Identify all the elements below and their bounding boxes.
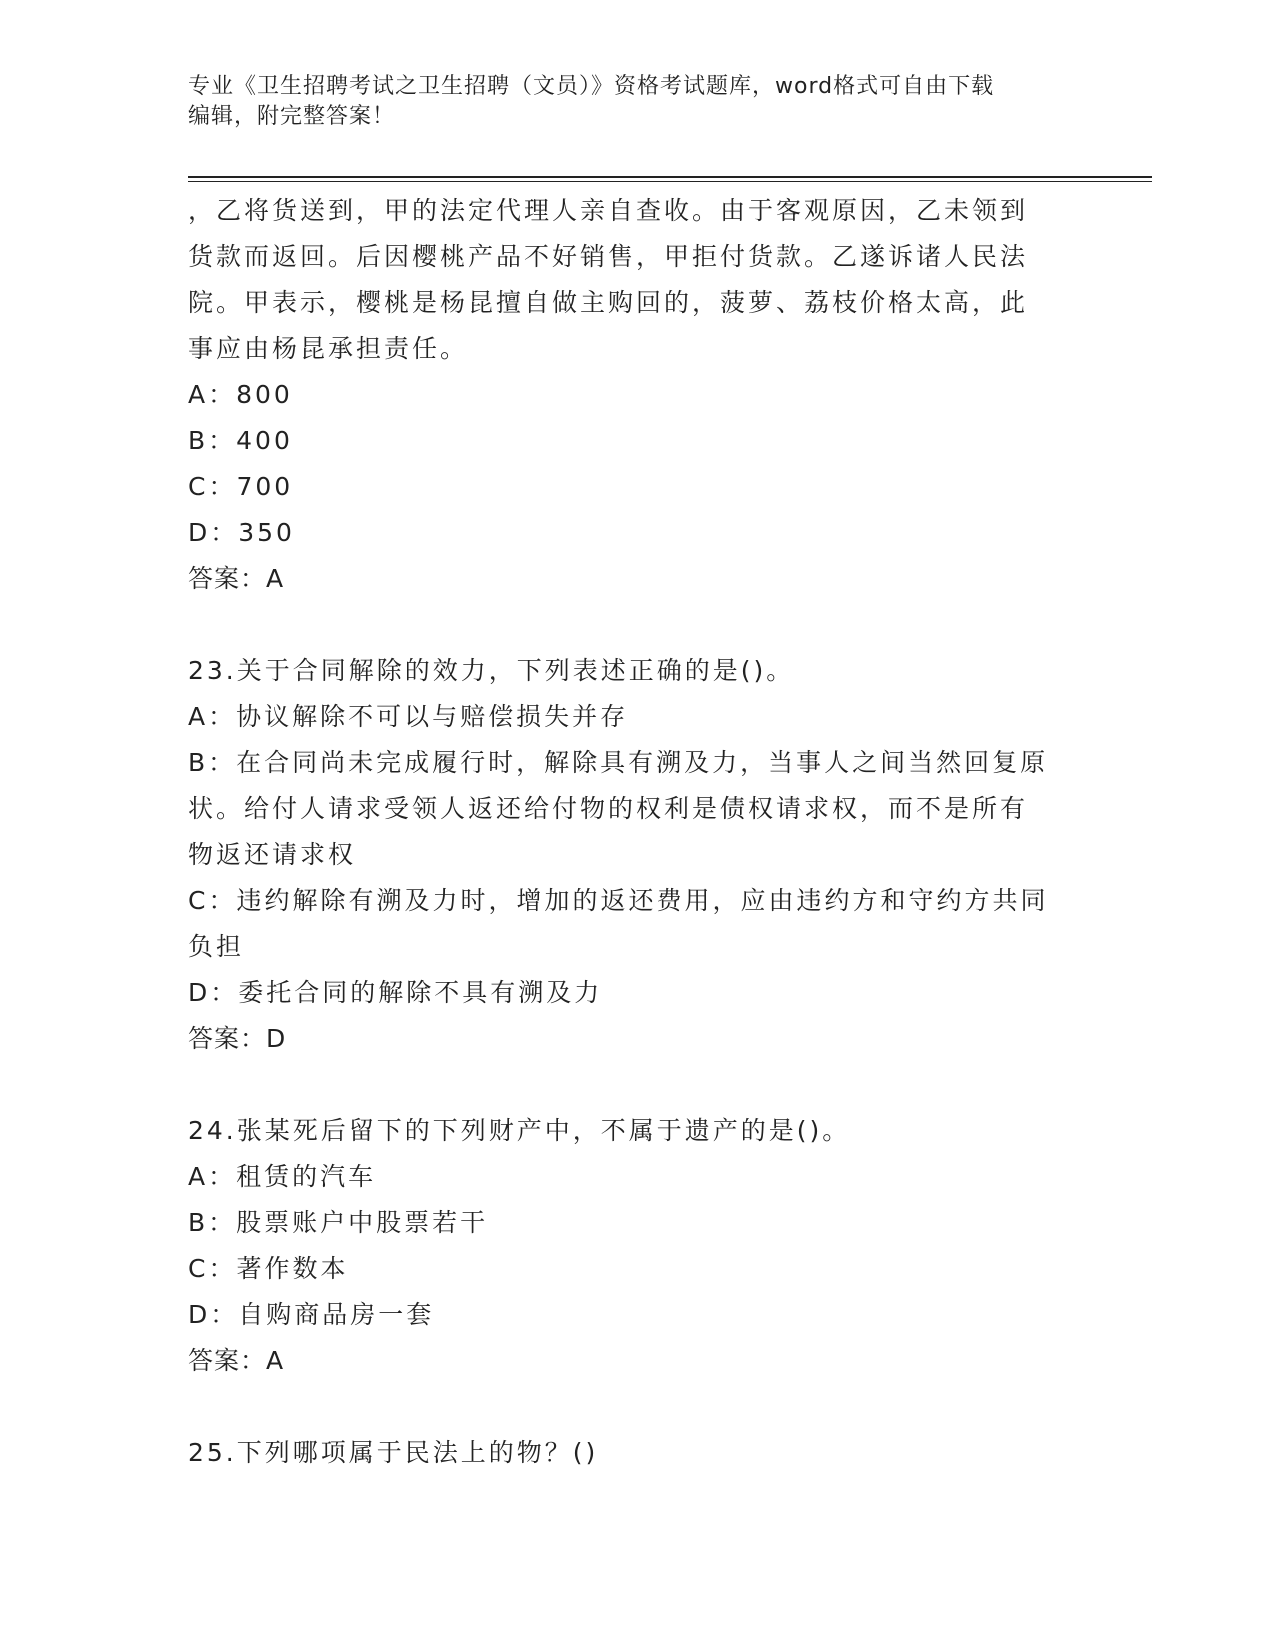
header-line-2: 编辑，附完整答案！ <box>188 104 396 129</box>
answer-line: 答案：A <box>188 564 285 593</box>
question-text-line: ，乙将货送到，甲的法定代理人亲自查收。由于客观原因，乙未领到 <box>188 196 1029 225</box>
spacer <box>188 602 1088 648</box>
document-header <box>188 72 1088 132</box>
option-b-continued: 物返还请求权 <box>188 840 357 869</box>
option-a: A：协议解除不可以与赔偿损失并存 <box>188 702 629 731</box>
option-c-continued: 负担 <box>188 932 245 961</box>
spacer <box>188 1384 1088 1430</box>
question-24 <box>188 1108 1088 1384</box>
option-c: C：著作数本 <box>188 1254 349 1283</box>
question-22 <box>188 188 1088 602</box>
answer-line: 答案：A <box>188 1346 285 1375</box>
option-c: C：700 <box>188 472 294 501</box>
question-text-line: 院。甲表示，樱桃是杨昆擅自做主购回的，菠萝、荔枝价格太高，此 <box>188 288 1029 317</box>
question-text-line: 货款而返回。后因樱桃产品不好销售，甲拒付货款。乙遂诉诸人民法 <box>188 242 1029 271</box>
question-25 <box>188 1430 1088 1476</box>
question-23 <box>188 648 1088 1062</box>
option-c: C：违约解除有溯及力时，增加的返还费用，应由违约方和守约方共同 <box>188 886 1049 915</box>
question-text-line: 事应由杨昆承担责任。 <box>188 334 469 363</box>
document-body <box>188 188 1088 1476</box>
option-b-continued: 状。给付人请求受领人返还给付物的权利是债权请求权，而不是所有 <box>188 794 1029 823</box>
question-stem: 24.张某死后留下的下列财产中，不属于遗产的是()。 <box>188 1116 851 1145</box>
option-a: A：800 <box>188 380 293 409</box>
option-d: D：自购商品房一套 <box>188 1300 435 1329</box>
header-divider-thick <box>188 176 1152 178</box>
option-a: A：租赁的汽车 <box>188 1162 377 1191</box>
question-stem: 25.下列哪项属于民法上的物？() <box>188 1438 599 1467</box>
option-b: B：在合同尚未完成履行时，解除具有溯及力，当事人之间当然回复原 <box>188 748 1049 777</box>
option-b: B：股票账户中股票若干 <box>188 1208 489 1237</box>
header-line-1: 专业《卫生招聘考试之卫生招聘（文员）》资格考试题库，word格式可自由下载 <box>188 74 995 99</box>
option-d: D：350 <box>188 518 295 547</box>
answer-line: 答案：D <box>188 1024 287 1053</box>
header-divider-thin <box>188 181 1152 182</box>
spacer <box>188 1062 1088 1108</box>
option-b: B：400 <box>188 426 293 455</box>
question-stem: 23.关于合同解除的效力，下列表述正确的是()。 <box>188 656 795 685</box>
option-d: D：委托合同的解除不具有溯及力 <box>188 978 603 1007</box>
